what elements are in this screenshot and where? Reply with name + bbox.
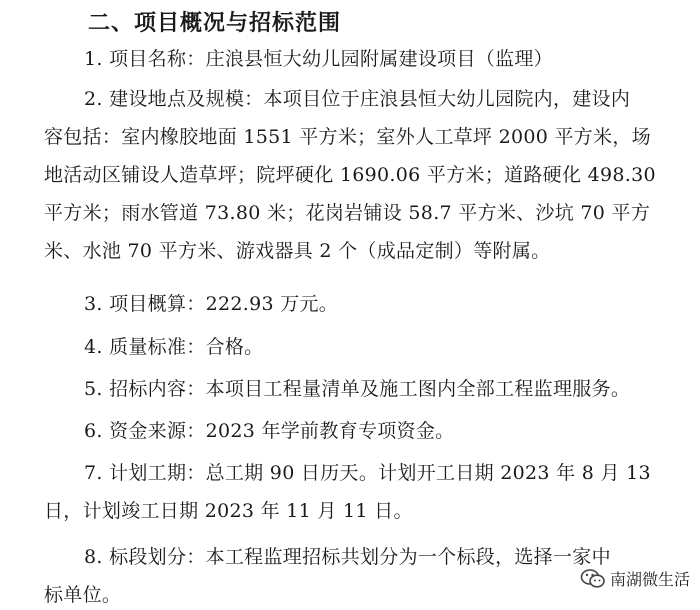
section-heading: 二、项目概况与招标范围 xyxy=(88,11,342,36)
item-6-funding: 6. 资金来源：2023 年学前教育专项资金。 xyxy=(84,420,455,442)
watermark-text: 南湖微生活 xyxy=(609,570,690,589)
item-7-schedule: 7. 计划工期：总工期 90 日历天。计划开工日期 2023 年 8 月 13 xyxy=(84,462,651,484)
item-3-budget: 3. 项目概算：222.93 万元。 xyxy=(84,293,339,315)
item-8-continuation: 标单位。 xyxy=(44,584,122,606)
item-1-project-name: 1. 项目名称：庄浪县恒大幼儿园附属建设项目（监理） xyxy=(84,48,553,70)
wechat-icon xyxy=(580,568,606,590)
item-8-lots: 8. 标段划分：本工程监理招标共划分为一个标段，选择一家中 xyxy=(84,546,611,568)
item-2-location-scale: 2. 建设地点及规模：本项目位于庄浪县恒大幼儿园院内，建设内 xyxy=(84,88,631,110)
item-2-continuation: 米、水池 70 平方米、游戏器具 2 个（成品定制）等附属。 xyxy=(44,240,551,262)
item-5-scope: 5. 招标内容：本项目工程量清单及施工图内全部工程监理服务。 xyxy=(84,378,631,400)
item-4-quality: 4. 质量标准：合格。 xyxy=(84,336,264,358)
watermark xyxy=(580,567,690,590)
item-2-continuation: 平方米；雨水管道 73.80 米；花岗岩铺设 58.7 平方米、沙坑 70 平方 xyxy=(44,202,651,224)
item-2-continuation: 容包括：室内橡胶地面 1551 平方米；室外人工草坪 2000 平方米，场 xyxy=(44,126,651,148)
item-2-continuation: 地活动区铺设人造草坪；院坪硬化 1690.06 平方米；道路硬化 498.30 xyxy=(44,164,656,186)
item-7-continuation: 日，计划竣工日期 2023 年 11 月 11 日。 xyxy=(44,500,413,522)
